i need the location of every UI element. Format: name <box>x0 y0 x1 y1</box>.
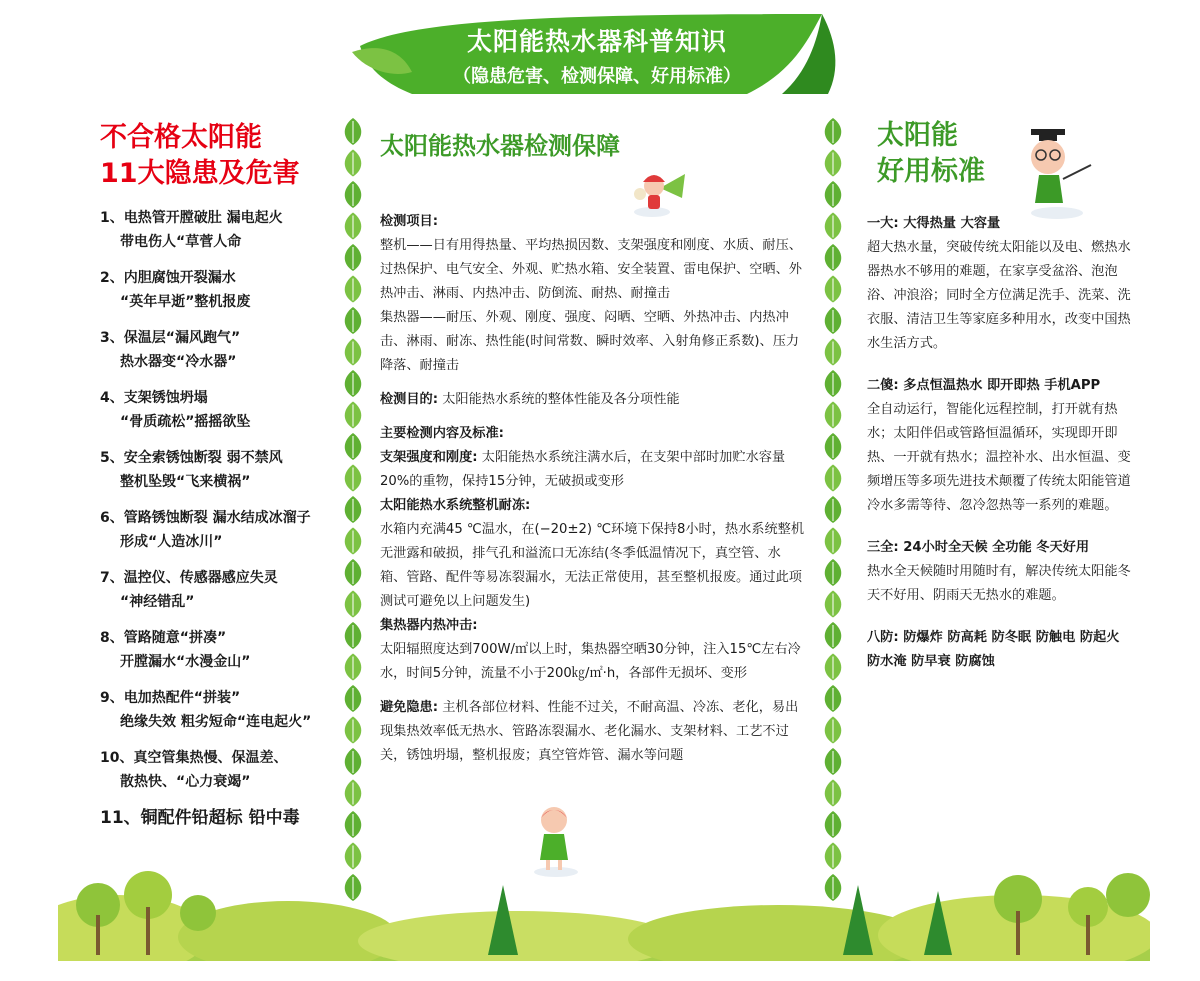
items-label: 检测项目: <box>380 214 439 229</box>
hazard-item: 6、管路锈蚀断裂 漏水结成冰溜子 形成“人造冰川” <box>100 510 311 550</box>
mascot-professor-illustration <box>1015 125 1095 220</box>
hazard-item: 10、真空管集热慢、保温差、 散热快、“心力衰竭” <box>100 750 288 790</box>
right-title-line2: 好用标准 <box>877 156 985 187</box>
freeze-text: 水箱内充满45 ℃温水，在(−20±2) ℃环境下保持8小时，热水系统整机无泄露和破损，排气孔和溢流口无冻结(冬季低温情况下，真空管、水箱、管路、配件等易冻裂漏水，无法正常使用，甚至整机报废。通过此项测试可避免以上问题发生) <box>380 522 805 609</box>
middle-title: 太阳能热水器检测保障 <box>380 132 620 160</box>
banner-title: 太阳能热水器科普知识 <box>466 27 727 56</box>
avoid-text: 主机各部位材料、性能不过关，不耐高温、冷冻、老化，易出现集热效率低无热水、管路冻裂漏水、老化漏水、支架材料、工艺不过关，锈蚀坍塌，整机报废；真空管炸管、漏水等问题 <box>380 700 799 763</box>
middle-text <box>380 210 805 768</box>
purpose-label: 检测目的: <box>380 392 439 407</box>
banner-subtitle: （隐患危害、检测保障、好用标准） <box>453 66 741 87</box>
right-title <box>877 118 985 190</box>
support-text: 太阳能热水系统注满水后，在支架中部时加贮水容量20%的重物，保持15分钟，无破损或变形 <box>380 450 786 489</box>
impact-label: 集热器内热冲击: <box>380 618 478 633</box>
hazard-item: 5、安全索锈蚀断裂 弱不禁风 整机坠毁“飞来横祸” <box>100 450 283 490</box>
support-label: 支架强度和刚度: <box>380 450 478 465</box>
left-title-line2: 11大隐患及危害 <box>100 158 300 189</box>
hazard-item: 1、电热管开膛破肚 漏电起火 带电伤人“草菅人命 <box>100 210 283 250</box>
purpose-text: 太阳能热水系统的整体性能及各分项性能 <box>442 392 680 407</box>
landscape-illustration <box>58 855 1150 961</box>
right-title-line1: 太阳能 <box>877 120 958 151</box>
hazard-item: 9、电加热配件“拼装” 绝缘失效 粗劣短命“连电起火” <box>100 690 312 730</box>
items-text-2: 集热器——耐压、外观、刚度、强度、闷晒、空晒、外热冲击、内热冲击、淋雨、耐冻、热性能(时间常数、瞬时效率、入射角修正系数)、压力降落、耐撞击 <box>380 310 800 373</box>
banner <box>352 12 842 100</box>
hazard-item: 8、管路随意“拼凑” 开膛漏水“水漫金山” <box>100 630 251 670</box>
leaf-vine-right <box>818 112 848 902</box>
standard-section-3: 三全: 24小时全天候 全功能 冬天好用 热水全天候随时用随时有，解决传统太阳能冬天不好用、阴雨天无热水的难题。 <box>867 540 1131 603</box>
hazard-item: 7、温控仪、传感器感应失灵 “神经错乱” <box>100 570 278 610</box>
standard-section-4: 八防: 防爆炸 防高耗 防冬眠 防触电 防起火 防水淹 防早衰 防腐蚀 <box>867 630 1120 669</box>
avoid-label: 避免隐患: <box>380 700 439 715</box>
hazard-list <box>100 206 335 842</box>
left-title-line1: 不合格太阳能 <box>100 122 262 153</box>
right-text <box>867 212 1132 692</box>
left-title <box>100 120 300 192</box>
leaf-vine-left <box>338 112 368 902</box>
impact-text: 太阳辐照度达到700W/㎡以上时，集热器空晒30分钟，注入15℃左右冷水，时间5分钟，流量不小于200㎏/㎡·h，各部件无损坏、变形 <box>380 642 801 681</box>
standard-section-2: 二傻: 多点恒温热水 即开即热 手机APP 全自动运行，智能化远程控制，打开就有热水；太阳伴侣或管路恒温循环，实现即开即热、一开就有热水；温控补水、出水恒温、变频增压等多项先进技术颠覆了传统太阳能管道冷水多需等待、忽冷忽热等一系列的难题。 <box>867 378 1131 513</box>
items-text-1: 整机——日有用得热量、平均热损因数、支架强度和刚度、水质、耐压、过热保护、电气安全、外观、贮热水箱、安全装置、雷电保护、空晒、外热冲击、淋雨、内热冲击、防倒流、耐热、耐撞击 <box>380 238 802 301</box>
hazard-item: 11、铜配件铅超标 铅中毒 <box>100 808 300 828</box>
hazard-item: 2、内胆腐蚀开裂漏水 “英年早逝”整机报废 <box>100 270 251 310</box>
hazard-item: 3、保温层“漏风跑气” 热水器变“冷水器” <box>100 330 241 370</box>
main-label: 主要检测内容及标准: <box>380 426 504 441</box>
freeze-label: 太阳能热水系统整机耐冻: <box>380 498 531 513</box>
hazard-item: 4、支架锈蚀坍塌 “骨质疏松”摇摇欲坠 <box>100 390 251 430</box>
standard-section-1: 一大: 大得热量 大容量 超大热水量，突破传统太阳能以及电、燃热水器热水不够用的难题，在家享受盆浴、泡泡浴、冲浪浴；同时全方位满足洗手、洗菜、洗衣服、清洁卫生等家庭多种用水，改变中国热水生活方式。 <box>867 216 1131 351</box>
